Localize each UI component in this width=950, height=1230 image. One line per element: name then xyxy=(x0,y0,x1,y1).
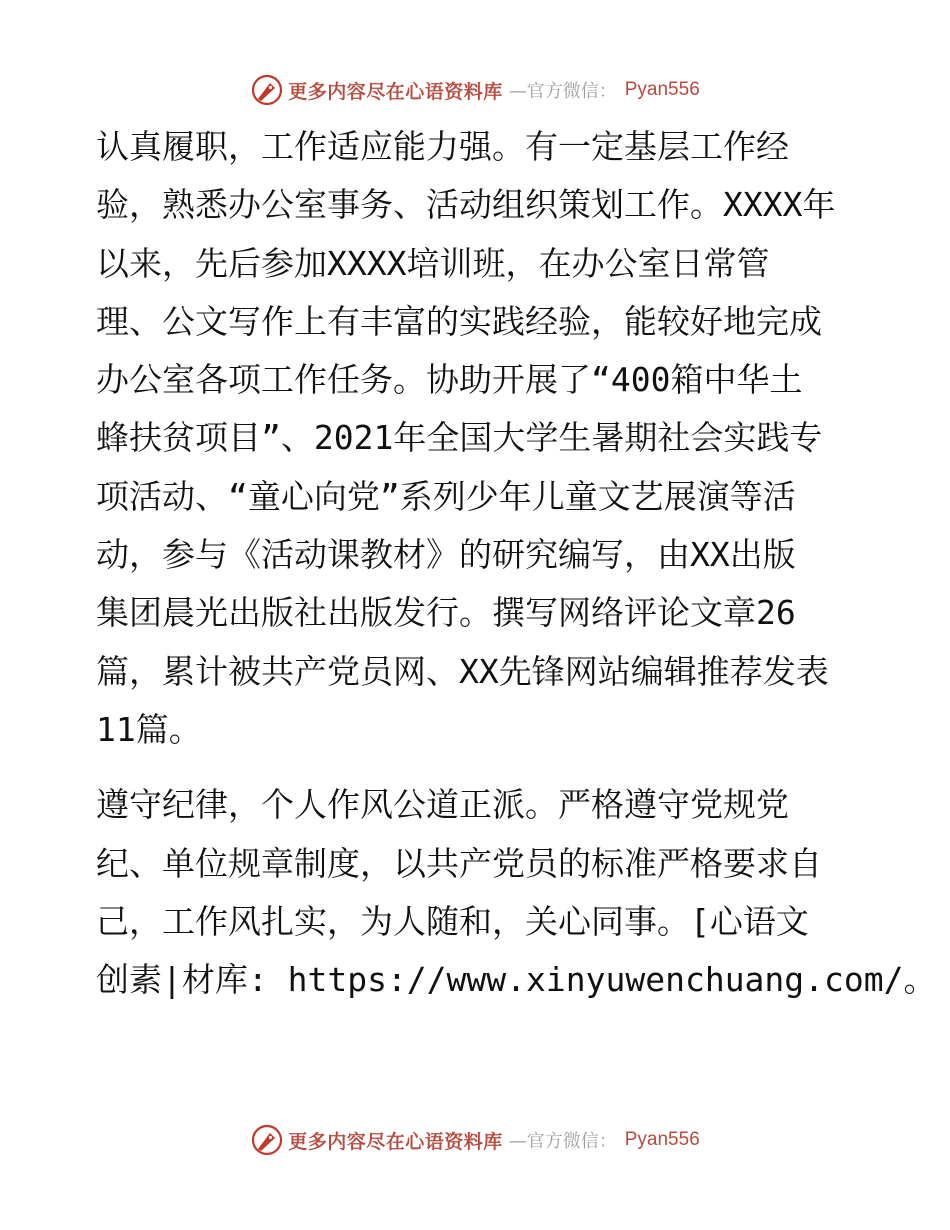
document-body xyxy=(96,118,937,1009)
header-wechat-label: —官方微信： xyxy=(508,81,617,102)
paragraph-line: 纪、单位规章制度，以共产党员的标准严格要求自 xyxy=(96,843,822,883)
footer-slogan: 更多内容尽在心语资料库 xyxy=(288,1130,503,1153)
footer-wechat-label: —官方微信： xyxy=(508,1131,617,1152)
paragraph-line: 以来，先后参加XXXX培训班，在办公室日常管 xyxy=(96,243,770,283)
paragraph-line: 篇，累计被共产党员网、XX先锋网站编辑推荐发表 xyxy=(96,651,829,691)
paragraph-line: 集团晨光出版社出版发行。撰写网络评论文章26 xyxy=(96,593,796,633)
footer-watermark xyxy=(0,1120,950,1160)
paragraph-line: 验，熟悉办公室事务、活动组织策划工作。XXXX年 xyxy=(96,185,836,225)
footer-wechat-id: Pyan556 xyxy=(624,1129,700,1150)
pen-nib-logo-icon xyxy=(250,1123,284,1157)
paragraph-line: 动，参与《活动课教材》的研究编写，由XX出版 xyxy=(96,535,796,575)
paragraph-line: 理、公文写作上有丰富的实践经验，能较好地完成 xyxy=(96,301,822,341)
paragraph-2 xyxy=(96,776,937,1009)
paragraph-line: 己，工作风扎实，为人随和，关心同事。[心语文 xyxy=(96,901,809,941)
header-wechat-id: Pyan556 xyxy=(624,79,700,100)
pen-nib-logo-icon xyxy=(250,73,284,107)
header-slogan: 更多内容尽在心语资料库 xyxy=(288,80,503,103)
paragraph-line: 创素|材库: https://www.xinyuwenchuang.com/。 xyxy=(96,960,937,1000)
paragraph-line: 办公室各项工作任务。协助开展了“400箱中华土 xyxy=(96,360,803,400)
paragraph-line: 11篇。 xyxy=(96,709,202,749)
paragraph-1 xyxy=(96,118,866,759)
paragraph-line: 项活动、“童心向党”系列少年儿童文艺展演等活 xyxy=(96,476,796,516)
paragraph-line: 认真履职，工作适应能力强。有一定基层工作经 xyxy=(96,127,789,166)
paragraph-line: 遵守纪律，个人作风公道正派。严格遵守党规党 xyxy=(96,785,789,825)
paragraph-line: 蜂扶贫项目”、2021年全国大学生暑期社会实践专 xyxy=(96,418,823,458)
header-watermark xyxy=(0,70,950,110)
